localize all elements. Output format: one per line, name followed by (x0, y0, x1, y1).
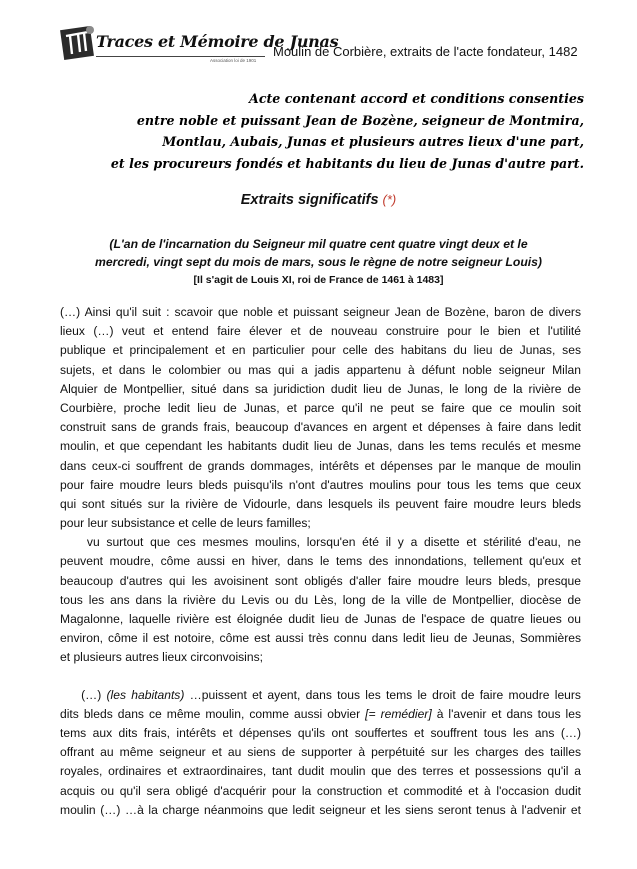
logo-emblem-icon (60, 22, 98, 64)
header-caption: Moulin de Corbière, extraits de l'acte fondateur, 1482 (273, 44, 578, 59)
text-line: peuvent moudre, côme aussi en hiver, dans le tems des innondations, tellement qu'eux et (60, 554, 581, 569)
paragraph-1 (60, 303, 581, 533)
text-line: moulin, et que cependant les habitants dudit lieu de Junas, dans les tems reculés et mesme (60, 439, 581, 454)
text-line: environ, côme il est notoire, côme est aussi très connu dans ledit lieu de Jeunas, Sommières (60, 631, 581, 646)
text-run: dits bleds dans ce même moulin, comme aussi obvier (60, 706, 366, 721)
text-line: moulin (…) …à la charge néanmoins que ledit seigneur et les siens seront tenus à l'advenir et (60, 802, 581, 817)
text-line: acquis ou qu'il sera obligé d'acquérir pour la construction et commodité et à l'occasion dudit (60, 783, 581, 798)
paragraph-spacer (60, 668, 581, 686)
deed-title-line: Acte contenant accord et conditions consenties (249, 91, 584, 106)
text-line: beaucoup d'autres qui les avoisinent sont obligés d'aller faire moudre leurs bleds, presque (60, 573, 581, 588)
text-line: Courbière, proche ledit lieu de Junas, et parce qu'il ne peut se faire que ce moulin soit (60, 400, 581, 415)
deed-title-line: Montlau, Aubais, Junas et plusieurs autres lieux d'une part, (162, 134, 584, 149)
text-line: construit sans de grands frais, beaucoup d'avances en argent et dépenses à faire dans ledit (60, 420, 581, 435)
paragraph-3 (60, 686, 581, 820)
deed-title-line: et les procureurs fondés et habitants du lieu de Junas d'autre part. (110, 155, 584, 171)
logo-divider (96, 56, 265, 57)
text-run: à l'avenir et dans tous les (431, 706, 581, 721)
text-line: sujets, et dans le colombier ou mas qui a jadis appartenu à défunt noble seigneur Milan (60, 362, 581, 377)
date-note: [Il s'agit de Louis XI, roi de France de 1461 à 1483] (193, 274, 444, 286)
footnote-mark: (*) (382, 192, 397, 207)
text-line: Magalonne, laquelle rivière est éloignée dudit lieu de Junas de l'espace de quatre lieues ou (60, 612, 581, 626)
italic-gloss: (les habitants) (106, 687, 185, 702)
deed-title-line: entre noble et puissant Jean de Bozène, seigneur de Montmira, (136, 112, 584, 128)
text-line: publique et principalement et en particulier pour celle des habitans du lieu de Junas, ses (60, 343, 581, 358)
text-line: pour leur subsistance et celle de leurs familles; (60, 516, 311, 531)
date-line: mercredi, vingt sept du mois de mars, sous le règne de notre seigneur Louis) (95, 255, 542, 269)
text-line: qui sont situés sur la rivière de Vidourle, dans lesquels ils peuvent faire moudre leurs bleds (60, 496, 581, 511)
text-line: Alquier de Montpellier, situé dans sa juridiction dudit lieu de Junas, le long de la rivière de (60, 381, 581, 396)
text-line: (…) Ainsi qu'il suit : scavoir que noble et puissant seigneur Jean de Bozène, baron de divers (60, 305, 581, 319)
text-line: et plusieurs autres lieux circonvoisins; (60, 650, 263, 665)
section-heading (0, 192, 637, 208)
text-run: …puissent et ayent, dans tous les tems le droit de faire moudre leurs (184, 687, 581, 702)
text-line: offrant au même seigneur et au siens de supporter à perpétuité sur les charges des tailles (60, 745, 581, 760)
text-line: tems aux dits frais, intérêts et dépenses qu'ils ont souffertes et souffrent tous les ans (…) (60, 725, 581, 740)
text-line: royales, ordinaires et extraordinaires, tant dudit moulin que des terres et possessions qu'il a (60, 764, 581, 779)
section-heading-label: Extraits significatifs (240, 192, 379, 208)
text-line (60, 686, 581, 705)
date-line: (L'an de l'incarnation du Seigneur mil quatre cent quatre vingt deux et le (109, 237, 528, 251)
logo-title: Traces et Mémoire de Junas (96, 32, 339, 51)
text-line (60, 705, 581, 724)
date-statement (60, 235, 577, 271)
logo-subtitle: Association loi de 1901 (210, 58, 257, 63)
paragraph-2 (60, 533, 581, 667)
italic-gloss: [= remédier] (365, 706, 432, 721)
text-line: dans ceux-ci souffrent de grands dommages, intérêts et dépenses par le manque de moulin (60, 458, 581, 473)
text-line: lieux (…) veut et entend faire élever et de nouveau construire pour le bien et l'utilité (60, 324, 581, 339)
text-line: pour faire moudre leurs bleds puisqu'ils n'ont d'autres moulins pour tous les tems que ceux (60, 477, 581, 492)
text-run: (…) (60, 687, 107, 702)
document-body (60, 303, 581, 820)
association-logo (60, 22, 339, 68)
deed-title (100, 88, 584, 174)
text-line: vu surtout que ces mesmes moulins, lorsqu'en été il y a disette et stérilité d'eau, ne (60, 535, 581, 550)
text-line: tous les ans dans la rivière du Levis ou du Lès, long de la ville de Montpellier, diocèse de (60, 592, 581, 607)
